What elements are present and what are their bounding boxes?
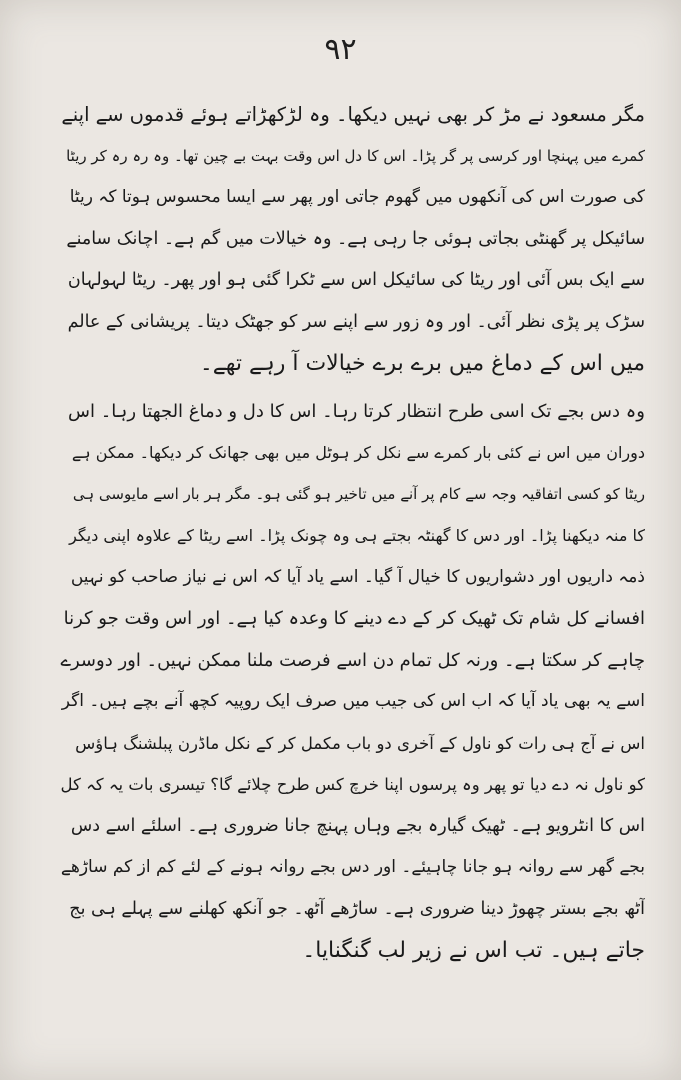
text-line: دوران میں اس نے کئی بار کمرے سے نکل کر ہوٹل میں بھی جھانک کر دیکھا۔ ممکن ہے (71, 443, 645, 462)
text-line: چاہے کر سکتا ہے۔ ورنہ کل تمام دن اسے فرصت ملنا ممکن نہیں۔ اور دوسرے (60, 649, 645, 671)
text-line: کو ناول نہ دے دیا تو پھر وہ پرسوں اپنا خرچ کس طرح چلائے گا؟ تیسری بات یہ کہ کل (60, 775, 645, 794)
text-line: اس نے آج ہی رات کو ناول کے آخری دو باب مکمل کر کے نکل ماڈرن پبلشنگ ہاؤس (75, 733, 645, 753)
text-line: وہ دس بجے تک اسی طرح انتظار کرتا رہا۔ اس کا دل و دماغ الجھتا رہا۔ اس (68, 400, 645, 422)
text-line: سائیکل پر گھنٹی بجاتی ہوئی جا رہی ہے۔ وہ خیالات میں گم ہے۔ اچانک سامنے (66, 228, 645, 249)
text-line: کی صورت اس کی آنکھوں میں گھوم جاتی اور پھر سے ایسا محسوس ہوتا کہ ریٹا (69, 187, 645, 207)
text-line: میں اس کے دماغ میں برے برے خیالات آ رہے تھے۔ (199, 351, 645, 376)
paragraph-2 (60, 391, 645, 972)
text-line: ذمہ داریوں اور دشواریوں کا خیال آ گیا۔ اسے یاد آیا کہ اس نے نیاز صاحب کو نہیں (70, 566, 645, 587)
text-line: ریٹا کو کسی اتفاقیہ وجہ سے کام پر آنے میں تاخیر ہو گئی ہو۔ مگر ہر بار اسے مایوسی ہی (72, 484, 645, 503)
text-line: آٹھ بجے بستر چھوڑ دینا ضروری ہے۔ ساڑھے آٹھ۔ جو آنکھ کھلنے سے پہلے ہی بج (69, 898, 645, 919)
text-line: اسے یہ بھی یاد آیا کہ اب اس کی جیب میں صرف ایک روپیہ کچھ آنے بچے ہیں۔ اگر (61, 691, 645, 711)
text-line: بجے گھر سے روانہ ہو جانا چاہیئے۔ اور دس بجے روانہ ہونے کے لئے کم از کم ساڑھے (60, 857, 645, 877)
text-line: سے ایک بس آئی اور ریٹا کی سائیکل اس سے ٹکرا گئی ہو اور پھر۔ ریٹا لہولہان (67, 270, 645, 290)
page-number: ۹۲ (324, 32, 357, 67)
text-line: جاتے ہیں۔ تب اس نے زیر لب گنگنایا۔ (302, 938, 645, 963)
text-line: سڑک پر پڑی نظر آئی۔ اور وہ زور سے اپنے سر کو جھٹک دیتا۔ پریشانی کے عالم (67, 311, 645, 332)
text-line: کا منہ دیکھنا پڑا۔ اور دس کا گھنٹہ بجتے ہی وہ چونک پڑا۔ اسے ریٹا کے علاوہ اپنی دیگر (69, 526, 645, 545)
text-line: اس کا انٹرویو ہے۔ ٹھیک گیارہ بجے وہاں پہنچ جانا ضروری ہے۔ اسلئے اسے دس (70, 815, 645, 836)
paragraph-1 (60, 94, 645, 385)
text-line: افسانے کل شام تک ٹھیک کر کے دے دینے کا وعدہ کیا ہے۔ اور اس وقت جو کرنا (63, 608, 645, 629)
text-line: کمرے میں پہنچا اور کرسی پر گر پڑا۔ اس کا دل اس وقت بہت بے چین تھا۔ وہ رہ رہ کر ریٹا (66, 146, 645, 165)
page-body (60, 94, 645, 972)
text-line: مگر مسعود نے مڑ کر بھی نہیں دیکھا۔ وہ لڑکھڑاتے ہوئے قدموں سے اپنے (61, 103, 645, 126)
